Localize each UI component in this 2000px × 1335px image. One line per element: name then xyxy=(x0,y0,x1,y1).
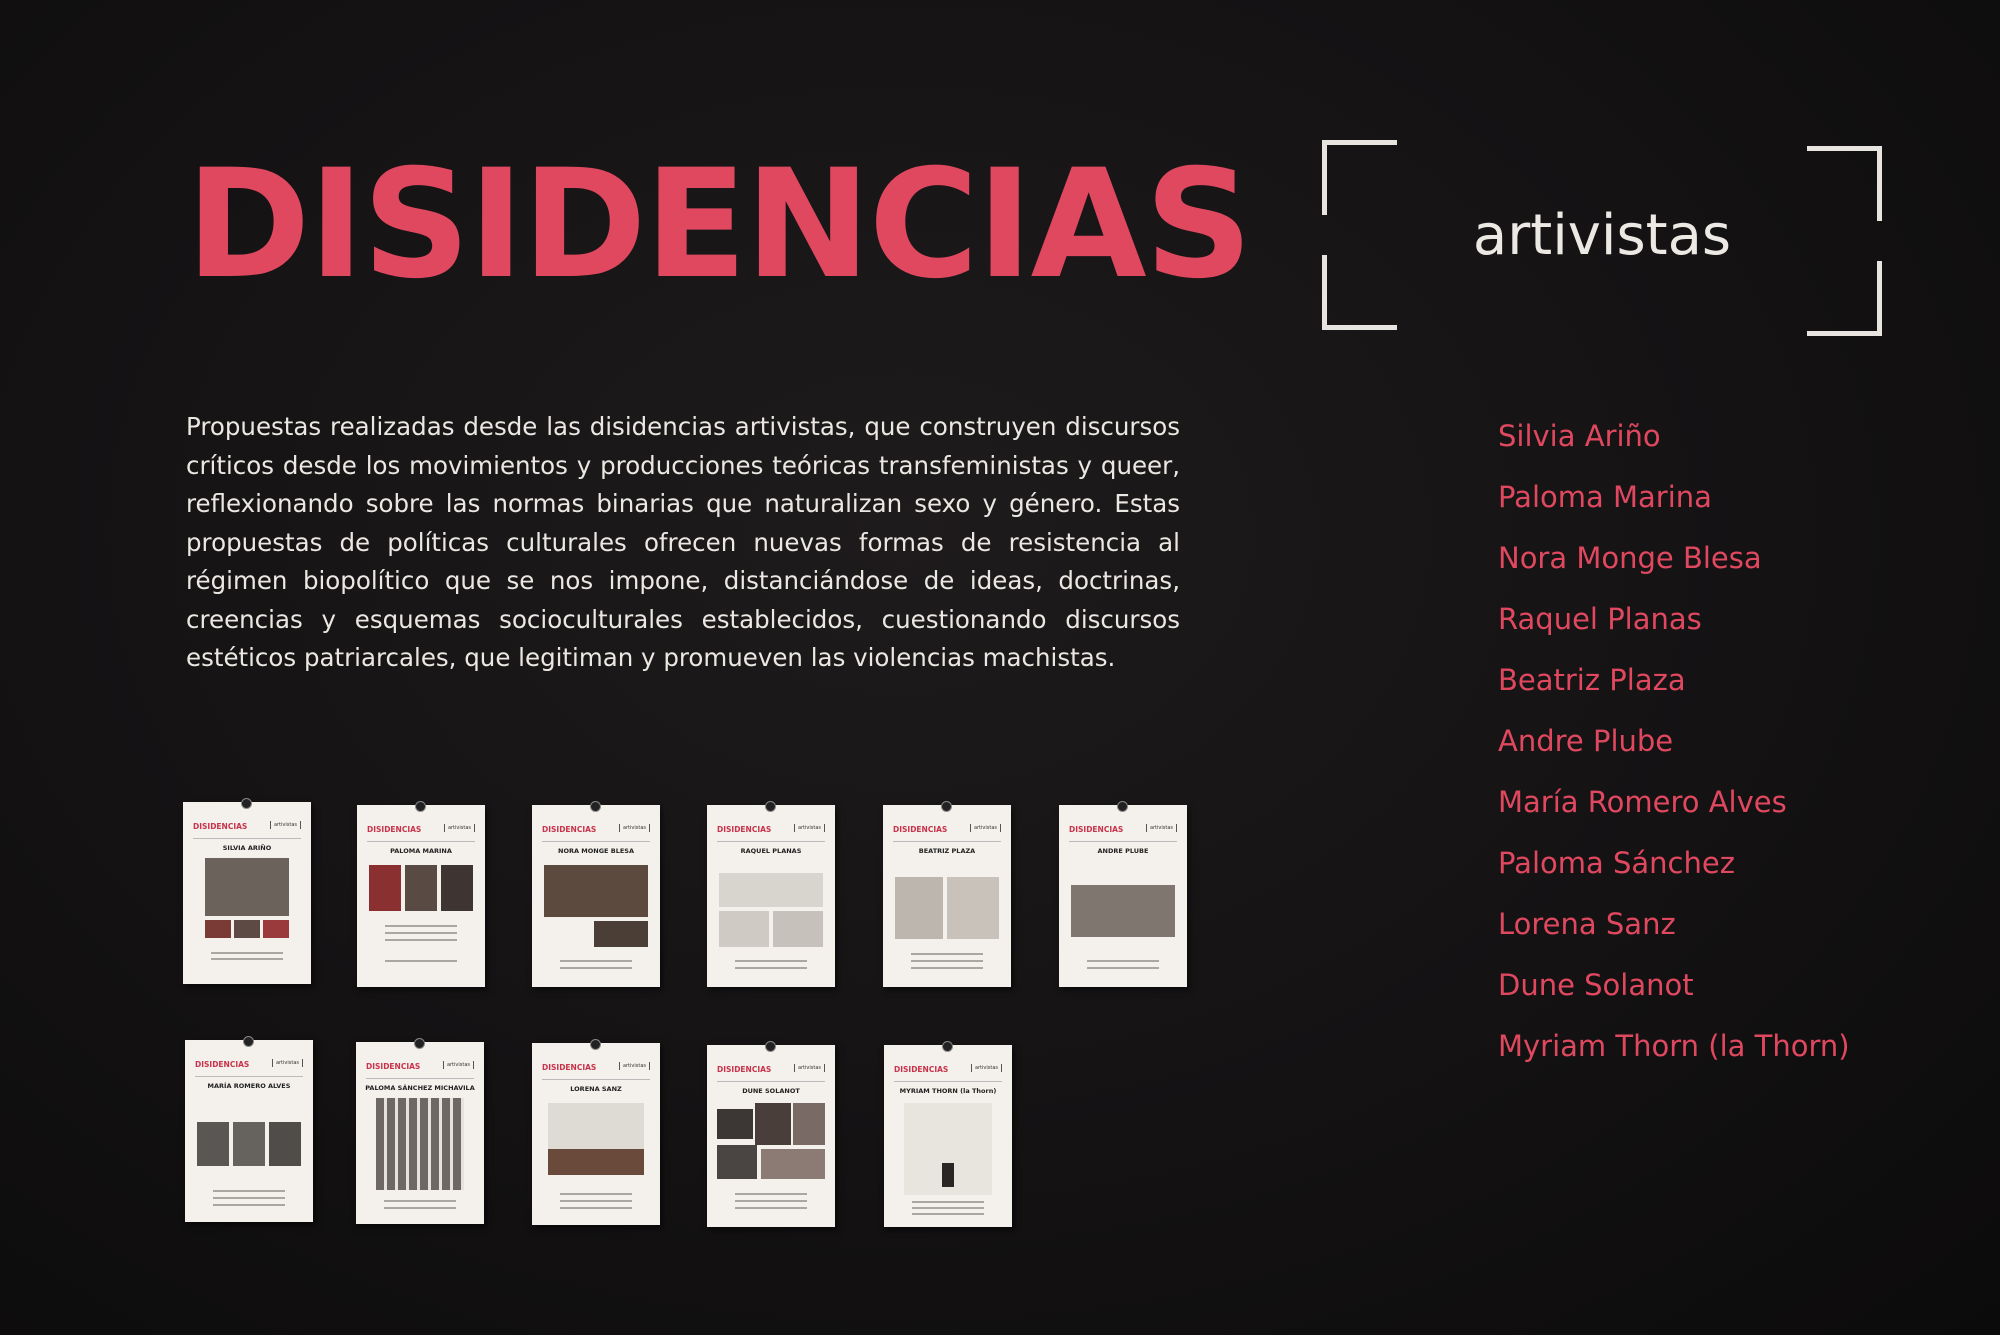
card-brand: DISIDENCIAS xyxy=(717,825,772,834)
card-brand: DISIDENCIAS xyxy=(893,825,948,834)
artwork-photo xyxy=(719,911,769,947)
card-tag: artivistas xyxy=(794,1064,825,1072)
card-tag: artivistas xyxy=(1146,824,1177,832)
artwork-photo xyxy=(544,865,648,917)
artwork-photo xyxy=(234,920,260,938)
artwork-photo xyxy=(947,877,999,939)
artwork-photo xyxy=(205,920,231,938)
pin-icon xyxy=(1117,801,1128,812)
artwork-photo xyxy=(755,1103,791,1145)
card-brand: DISIDENCIAS xyxy=(542,825,597,834)
artwork-photo xyxy=(233,1122,265,1166)
bracket-bottom-left xyxy=(1322,255,1397,330)
artist-card xyxy=(357,805,485,987)
artist-card xyxy=(185,1040,313,1222)
pin-icon xyxy=(942,1041,953,1052)
card-artist-name: BEATRIZ PLAZA xyxy=(918,847,976,855)
card-tag: artivistas xyxy=(619,1062,650,1070)
card-tag: artivistas xyxy=(970,824,1001,832)
card-artist-name: PALOMA MARINA xyxy=(390,847,452,855)
artist-name: Beatriz Plaza xyxy=(1498,663,1686,697)
card-tag: artivistas xyxy=(272,1059,303,1067)
artist-name: María Romero Alves xyxy=(1498,785,1787,819)
pin-icon xyxy=(765,801,776,812)
artwork-photo xyxy=(717,1145,757,1179)
exhibition-subtitle: artivistas xyxy=(1472,203,1732,268)
artist-card xyxy=(707,1045,835,1227)
card-artist-name: RAQUEL PLANAS xyxy=(740,847,802,855)
exhibition-description: Propuestas realizadas desde las disidencias artivistas, que construyen discursos críticos desde los movimientos y producciones teóricas transfeministas y queer, reflexionando sobre las normas binarias que naturalizan sexo y género. Estas propuestas de políticas culturales ofrecen nuevas formas de resistencia al régimen biopolítico que se nos impone, distanciándose de ideas, doctrinas, creencias y esquemas socioculturales establecidos, cuestionando discursos estéticos patriarcales, que legitiman y promueven las violencias machistas. xyxy=(186,412,1180,672)
card-artist-name: MYRIAM THORN (la Thorn) xyxy=(899,1087,997,1095)
artist-name: Nora Monge Blesa xyxy=(1498,541,1762,575)
card-brand: DISIDENCIAS xyxy=(717,1065,772,1074)
artwork-photo xyxy=(594,921,648,947)
artwork-photo xyxy=(793,1103,825,1145)
artist-card xyxy=(532,1043,660,1225)
card-brand: DISIDENCIAS xyxy=(367,825,422,834)
card-artist-name: ANDRE PLUBE xyxy=(1097,847,1149,855)
card-tag: artivistas xyxy=(443,1061,474,1069)
artwork-photo xyxy=(761,1149,825,1179)
card-brand: DISIDENCIAS xyxy=(894,1065,949,1074)
artist-name: Dune Solanot xyxy=(1498,968,1694,1002)
subtitle-frame xyxy=(1322,140,1882,330)
artist-card xyxy=(356,1042,484,1224)
artwork-photo xyxy=(369,865,401,911)
artwork-photo xyxy=(717,1109,753,1139)
card-tag: artivistas xyxy=(444,824,475,832)
artwork-photo xyxy=(548,1103,644,1151)
artwork-photo xyxy=(405,865,437,911)
pin-icon xyxy=(590,801,601,812)
card-tag: artivistas xyxy=(971,1064,1002,1072)
artwork-photo xyxy=(773,911,823,947)
card-brand: DISIDENCIAS xyxy=(366,1062,421,1071)
artist-name: Myriam Thorn (la Thorn) xyxy=(1498,1029,1850,1063)
bracket-bottom-right xyxy=(1807,261,1882,336)
artwork-photo xyxy=(895,877,943,939)
artist-name: Lorena Sanz xyxy=(1498,907,1676,941)
card-tag: artivistas xyxy=(270,821,301,829)
card-tag: artivistas xyxy=(619,824,650,832)
bracket-top-left xyxy=(1322,140,1397,215)
artwork-photo xyxy=(1071,885,1175,937)
artist-card xyxy=(707,805,835,987)
artwork-photo xyxy=(942,1163,954,1187)
pin-icon xyxy=(765,1041,776,1052)
artwork-photo xyxy=(197,1122,229,1166)
artwork-photo xyxy=(269,1122,301,1166)
artist-name: Silvia Ariño xyxy=(1498,419,1661,453)
artist-card xyxy=(884,1045,1012,1227)
exhibition-title: DISIDENCIAS xyxy=(186,138,1251,312)
pin-icon xyxy=(590,1039,601,1050)
card-artist-name: DUNE SOLANOT xyxy=(742,1087,800,1095)
pin-icon xyxy=(941,801,952,812)
artwork-photo xyxy=(441,865,473,911)
card-artist-name: MARÍA ROMERO ALVES xyxy=(207,1082,291,1090)
card-artist-name: PALOMA SÁNCHEZ MICHAVILA xyxy=(365,1084,475,1092)
artist-name: Paloma Marina xyxy=(1498,480,1712,514)
card-artist-name: LORENA SANZ xyxy=(570,1085,622,1093)
artist-list xyxy=(1498,406,1850,1077)
card-brand: DISIDENCIAS xyxy=(193,822,248,831)
artwork-photo xyxy=(548,1149,644,1175)
card-artist-name: SILVIA ARIÑO xyxy=(222,844,272,852)
artwork-photo xyxy=(263,920,289,938)
artist-name: Raquel Planas xyxy=(1498,602,1702,636)
pin-icon xyxy=(241,798,252,809)
artwork-photo xyxy=(376,1098,464,1190)
artist-name: Andre Plube xyxy=(1498,724,1674,758)
card-tag: artivistas xyxy=(794,824,825,832)
pin-icon xyxy=(415,801,426,812)
card-artist-name: NORA MONGE BLESA xyxy=(558,847,634,855)
artwork-photo xyxy=(719,873,823,907)
artist-card xyxy=(532,805,660,987)
card-brand: DISIDENCIAS xyxy=(195,1060,250,1069)
artist-card xyxy=(883,805,1011,987)
card-brand: DISIDENCIAS xyxy=(542,1063,597,1072)
artist-card xyxy=(183,802,311,984)
card-brand: DISIDENCIAS xyxy=(1069,825,1124,834)
artwork-photo xyxy=(205,858,289,916)
artist-card xyxy=(1059,805,1187,987)
artist-name: Paloma Sánchez xyxy=(1498,846,1735,880)
pin-icon xyxy=(414,1038,425,1049)
pin-icon xyxy=(243,1036,254,1047)
